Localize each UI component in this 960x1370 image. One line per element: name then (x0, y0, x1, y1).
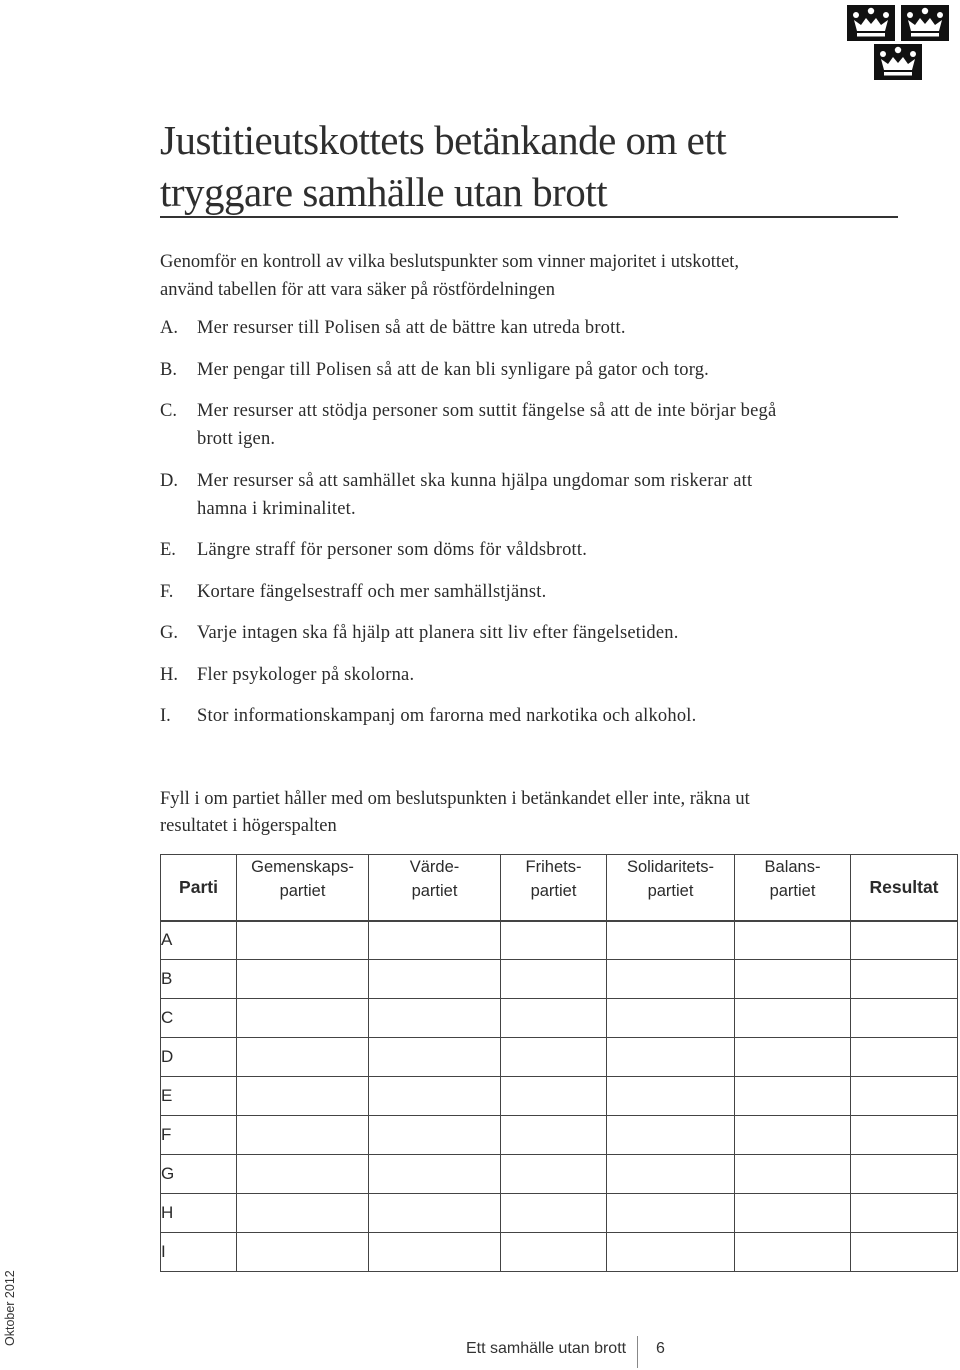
table-cell[interactable] (237, 1116, 369, 1155)
row-label: A (161, 921, 237, 960)
table-cell[interactable] (237, 1194, 369, 1233)
header-resultat: Resultat (851, 855, 958, 921)
table-cell[interactable] (607, 1155, 735, 1194)
header-vardepartiet (369, 855, 501, 921)
statement-item-d (160, 467, 880, 523)
page-number: 6 (656, 1340, 665, 1357)
table-cell[interactable] (735, 999, 851, 1038)
table-cell[interactable] (735, 1077, 851, 1116)
statement-list (160, 314, 880, 744)
table-row (161, 960, 958, 999)
statement-item-a (160, 314, 880, 342)
header-line-1: Balans- (764, 858, 821, 876)
intro-line-1: Genomför en kontroll av vilka beslutspunkter som vinner majoritet i utskottet, (160, 252, 740, 272)
statement-letter: B. (160, 359, 177, 380)
statement-item-c (160, 397, 880, 453)
statement-letter: H. (160, 664, 178, 685)
footer-divider (637, 1336, 638, 1368)
statement-item-h (160, 661, 880, 689)
table-row (161, 1038, 958, 1077)
table-cell[interactable] (501, 921, 607, 960)
table-cell[interactable] (735, 921, 851, 960)
table-cell[interactable] (237, 1233, 369, 1272)
statement-text: Mer pengar till Polisen så att de kan bli synligare på gator och torg. (197, 359, 710, 380)
title-divider (160, 216, 898, 218)
header-line-1: Värde- (409, 858, 460, 876)
statement-line-1: Mer resurser så att samhället ska kunna hjälpa ungdomar som riskerar att (197, 470, 753, 491)
statement-letter: D. (160, 470, 178, 491)
statement-text: Kortare fängelsestraff och mer samhällstjänst. (197, 581, 547, 602)
table-cell[interactable] (501, 999, 607, 1038)
table-cell[interactable] (735, 960, 851, 999)
statement-text (197, 397, 877, 453)
header-line-1: Frihets- (525, 858, 582, 876)
header-balanspartiet (735, 855, 851, 921)
table-cell[interactable] (501, 1233, 607, 1272)
statement-text: Varje intagen ska få hjälp att planera sitt liv efter fängelsetiden. (197, 623, 679, 643)
instruction-paragraph (160, 786, 880, 840)
header-line-2: partiet (647, 882, 694, 900)
statement-item-g (160, 619, 880, 647)
table-cell[interactable] (735, 1155, 851, 1194)
table-cell[interactable] (735, 1038, 851, 1077)
header-line-2: partiet (279, 882, 326, 900)
table-cell[interactable] (369, 1233, 501, 1272)
table-row (161, 1077, 958, 1116)
table-cell[interactable] (369, 1194, 501, 1233)
table-row (161, 1194, 958, 1233)
result-cell[interactable] (851, 1233, 958, 1272)
header-line-2: partiet (769, 882, 816, 900)
row-label: I (161, 1233, 237, 1272)
statement-item-e (160, 536, 880, 564)
table-row (161, 1155, 958, 1194)
statement-line-1: Mer resurser att stödja personer som suttit fängelse så att de inte börjar begå (197, 401, 777, 421)
table-cell[interactable] (607, 1194, 735, 1233)
instruction-line-2: resultatet i högerspalten (160, 816, 337, 836)
statement-letter: G. (160, 623, 178, 643)
vote-table (160, 854, 958, 1272)
row-label: B (161, 960, 237, 999)
statement-letter: A. (160, 318, 178, 338)
table-cell[interactable] (237, 921, 369, 960)
result-cell[interactable] (851, 999, 958, 1038)
table-row (161, 999, 958, 1038)
row-label: C (161, 999, 237, 1038)
statement-letter: I. (160, 706, 171, 726)
intro-paragraph (160, 248, 880, 304)
table-cell[interactable] (501, 960, 607, 999)
table-cell[interactable] (237, 1155, 369, 1194)
statement-item-b (160, 356, 880, 384)
result-cell[interactable] (851, 1194, 958, 1233)
result-cell[interactable] (851, 1116, 958, 1155)
statement-item-f (160, 578, 880, 606)
statement-text: Längre straff för personer som döms för våldsbrott. (197, 540, 588, 560)
table-cell[interactable] (501, 1077, 607, 1116)
table-cell[interactable] (369, 1038, 501, 1077)
intro-line-2: använd tabellen för att vara säker på röstfördelningen (160, 280, 556, 300)
result-cell[interactable] (851, 1077, 958, 1116)
row-label: D (161, 1038, 237, 1077)
header-line-1: Solidaritets- (626, 858, 715, 876)
table-cell[interactable] (501, 1038, 607, 1077)
title-line-1: Justitieutskottets betänkande om ett (160, 117, 727, 163)
footer-title: Ett samhälle utan brott (466, 1340, 627, 1357)
table-cell[interactable] (735, 1116, 851, 1155)
result-cell[interactable] (851, 1038, 958, 1077)
row-label: F (161, 1116, 237, 1155)
result-cell[interactable] (851, 960, 958, 999)
header-parti: Parti (161, 855, 237, 921)
row-label: G (161, 1155, 237, 1194)
header-solidaritetspartiet (607, 855, 735, 921)
row-label: H (161, 1194, 237, 1233)
instruction-line-1: Fyll i om partiet håller med om beslutspunkten i betänkandet eller inte, räkna ut (160, 789, 750, 809)
table-cell[interactable] (369, 1116, 501, 1155)
header-line-1: Gemenskaps- (251, 858, 354, 876)
statement-item-i (160, 702, 880, 730)
table-row (161, 921, 958, 960)
statement-text: Stor informationskampanj om farorna med narkotika och alkohol. (197, 706, 697, 726)
table-cell[interactable] (237, 1077, 369, 1116)
header-frihetspartiet (501, 855, 607, 921)
table-cell[interactable] (369, 921, 501, 960)
statement-letter: C. (160, 401, 177, 421)
table-cell[interactable] (607, 1116, 735, 1155)
header-line-2: partiet (530, 882, 577, 900)
table-cell[interactable] (607, 1077, 735, 1116)
header-gemenskapspartiet (237, 855, 369, 921)
table-cell[interactable] (607, 960, 735, 999)
table-cell[interactable] (501, 1194, 607, 1233)
table-cell[interactable] (369, 1077, 501, 1116)
header-line-2: partiet (411, 882, 458, 900)
table-cell[interactable] (607, 1038, 735, 1077)
table-row (161, 1233, 958, 1272)
table-cell[interactable] (735, 1194, 851, 1233)
result-cell[interactable] (851, 921, 958, 960)
table-cell[interactable] (501, 1116, 607, 1155)
table-cell[interactable] (607, 999, 735, 1038)
row-label: E (161, 1077, 237, 1116)
table-row (161, 1116, 958, 1155)
table-cell[interactable] (735, 1233, 851, 1272)
statement-line-2: brott igen. (197, 429, 276, 449)
footer-date: Oktober 2012 (3, 1270, 17, 1346)
table-cell[interactable] (501, 1155, 607, 1194)
table-cell[interactable] (369, 999, 501, 1038)
statement-text (197, 467, 877, 523)
table-cell[interactable] (369, 1155, 501, 1194)
statement-text: Mer resurser till Polisen så att de bättre kan utreda brott. (197, 318, 626, 338)
three-crowns-icon (844, 2, 952, 82)
table-cell[interactable] (369, 960, 501, 999)
page-title (160, 114, 900, 218)
title-line-2: tryggare samhälle utan brott (160, 169, 608, 215)
statement-letter: E. (160, 540, 176, 560)
table-cell[interactable] (237, 960, 369, 999)
statement-line-2: hamna i kriminalitet. (197, 498, 356, 519)
result-cell[interactable] (851, 1155, 958, 1194)
statement-text: Fler psykologer på skolorna. (197, 664, 415, 685)
table-cell[interactable] (237, 999, 369, 1038)
table-cell[interactable] (607, 921, 735, 960)
statement-letter: F. (160, 581, 174, 602)
table-cell[interactable] (237, 1038, 369, 1077)
table-cell[interactable] (607, 1233, 735, 1272)
table-header-row (161, 855, 958, 921)
